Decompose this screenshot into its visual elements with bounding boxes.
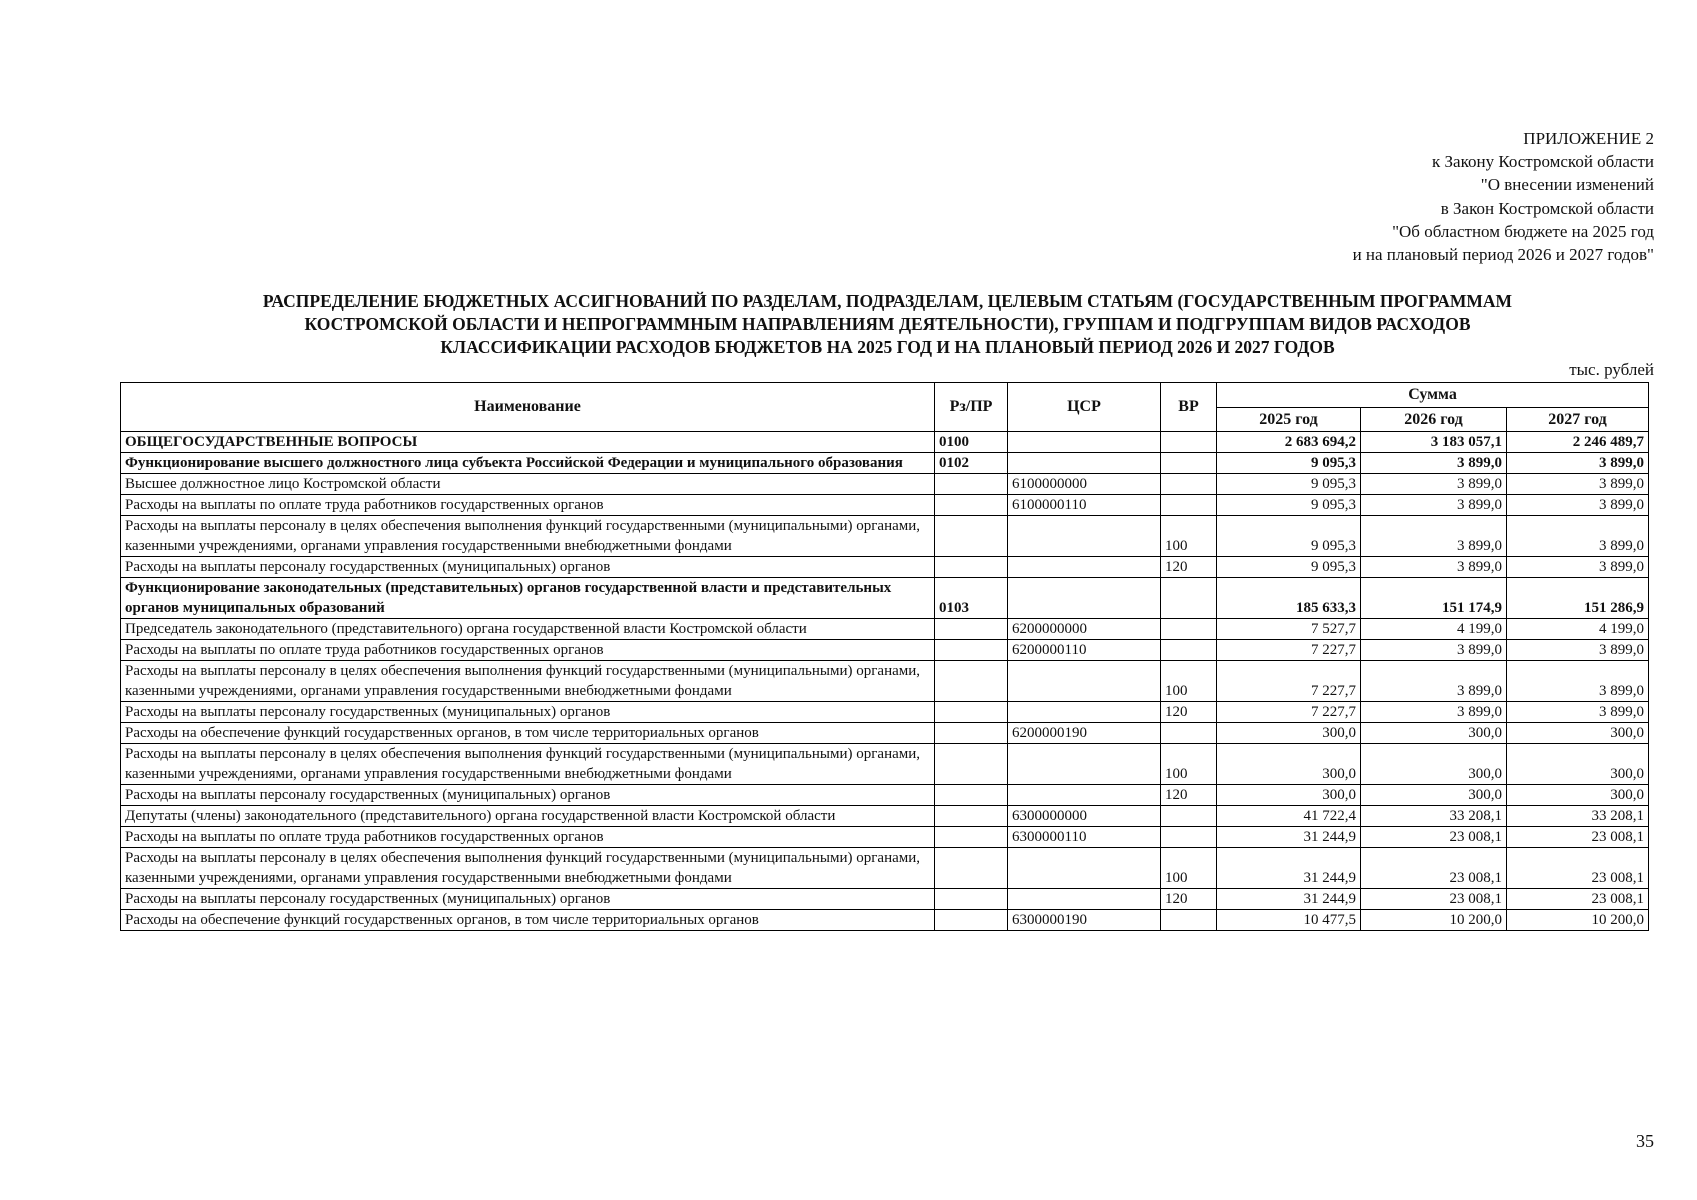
cell-2026: 3 899,0 bbox=[1361, 702, 1507, 723]
cell-2027: 23 008,1 bbox=[1507, 827, 1649, 848]
cell-csr bbox=[1008, 661, 1161, 702]
cell-vr bbox=[1161, 495, 1217, 516]
cell-rzpr bbox=[935, 495, 1008, 516]
units-label: тыс. рублей bbox=[1569, 360, 1654, 379]
cell-2025: 9 095,3 bbox=[1217, 557, 1361, 578]
table-row bbox=[121, 910, 1649, 931]
table-row bbox=[121, 640, 1649, 661]
cell-name: Расходы на выплаты по оплате труда работников государственных органов bbox=[121, 827, 935, 848]
cell-rzpr: 0100 bbox=[935, 432, 1008, 453]
cell-rzpr bbox=[935, 640, 1008, 661]
table-row bbox=[121, 578, 1649, 619]
table-row bbox=[121, 702, 1649, 723]
appendix-line: и на плановый период 2026 и 2027 годов" bbox=[1352, 245, 1654, 265]
cell-2026: 3 183 057,1 bbox=[1361, 432, 1507, 453]
header-2026: 2026 год bbox=[1361, 408, 1507, 432]
cell-2026: 3 899,0 bbox=[1361, 557, 1507, 578]
cell-csr: 6300000190 bbox=[1008, 910, 1161, 931]
table-row bbox=[121, 619, 1649, 640]
appendix-line: ПРИЛОЖЕНИЕ 2 bbox=[1523, 129, 1654, 148]
cell-csr: 6300000000 bbox=[1008, 806, 1161, 827]
cell-name: Расходы на обеспечение функций государственных органов, в том числе территориальных органов bbox=[121, 910, 935, 931]
cell-csr bbox=[1008, 848, 1161, 889]
cell-csr bbox=[1008, 432, 1161, 453]
header-csr: ЦСР bbox=[1008, 383, 1161, 432]
cell-vr: 100 bbox=[1161, 516, 1217, 557]
appendix-header bbox=[1353, 127, 1654, 266]
cell-name: Депутаты (члены) законодательного (представительного) органа государственной власти Костромской области bbox=[121, 806, 935, 827]
cell-name: Функционирование законодательных (представительных) органов государственной власти и представительных органов муниципальных образований bbox=[121, 578, 935, 619]
cell-name: Высшее должностное лицо Костромской области bbox=[121, 474, 935, 495]
cell-2025: 7 227,7 bbox=[1217, 661, 1361, 702]
cell-name: Расходы на выплаты персоналу в целях обеспечения выполнения функций государственными (муниципальными) органами, казенными учреждениями, органами управления государственными внебюджетными фондами bbox=[121, 516, 935, 557]
cell-2026: 33 208,1 bbox=[1361, 806, 1507, 827]
cell-2027: 33 208,1 bbox=[1507, 806, 1649, 827]
cell-2025: 31 244,9 bbox=[1217, 827, 1361, 848]
cell-csr: 6200000000 bbox=[1008, 619, 1161, 640]
cell-vr: 120 bbox=[1161, 557, 1217, 578]
cell-csr: 6200000190 bbox=[1008, 723, 1161, 744]
cell-csr: 6200000110 bbox=[1008, 640, 1161, 661]
cell-rzpr bbox=[935, 516, 1008, 557]
cell-csr bbox=[1008, 744, 1161, 785]
cell-2025: 9 095,3 bbox=[1217, 495, 1361, 516]
title-line: КЛАССИФИКАЦИИ РАСХОДОВ БЮДЖЕТОВ НА 2025 ГОД И НА ПЛАНОВЫЙ ПЕРИОД 2026 И 2027 ГОДОВ bbox=[440, 337, 1335, 357]
cell-rzpr bbox=[935, 910, 1008, 931]
cell-vr: 120 bbox=[1161, 702, 1217, 723]
cell-name: Расходы на выплаты по оплате труда работников государственных органов bbox=[121, 495, 935, 516]
cell-csr bbox=[1008, 889, 1161, 910]
cell-2025: 41 722,4 bbox=[1217, 806, 1361, 827]
cell-2026: 3 899,0 bbox=[1361, 453, 1507, 474]
table-row bbox=[121, 889, 1649, 910]
cell-2025: 300,0 bbox=[1217, 723, 1361, 744]
cell-2027: 23 008,1 bbox=[1507, 889, 1649, 910]
cell-name: ОБЩЕГОСУДАРСТВЕННЫЕ ВОПРОСЫ bbox=[121, 432, 935, 453]
cell-2026: 3 899,0 bbox=[1361, 516, 1507, 557]
cell-name: Расходы на выплаты персоналу в целях обеспечения выполнения функций государственными (муниципальными) органами, казенными учреждениями, органами управления государственными внебюджетными фондами bbox=[121, 744, 935, 785]
cell-2026: 3 899,0 bbox=[1361, 495, 1507, 516]
cell-2025: 9 095,3 bbox=[1217, 453, 1361, 474]
cell-csr: 6100000000 bbox=[1008, 474, 1161, 495]
cell-2025: 7 227,7 bbox=[1217, 702, 1361, 723]
cell-vr bbox=[1161, 827, 1217, 848]
cell-vr: 100 bbox=[1161, 661, 1217, 702]
cell-2027: 10 200,0 bbox=[1507, 910, 1649, 931]
cell-2026: 300,0 bbox=[1361, 785, 1507, 806]
appendix-line: в Закон Костромской области bbox=[1440, 198, 1654, 218]
cell-2027: 3 899,0 bbox=[1507, 640, 1649, 661]
header-name: Наименование bbox=[121, 383, 935, 432]
cell-2027: 3 899,0 bbox=[1507, 516, 1649, 557]
cell-name: Функционирование высшего должностного лица субъекта Российской Федерации и муниципального образования bbox=[121, 453, 935, 474]
cell-2025: 2 683 694,2 bbox=[1217, 432, 1361, 453]
cell-2027: 3 899,0 bbox=[1507, 661, 1649, 702]
table-body bbox=[121, 432, 1649, 931]
cell-csr: 6100000110 bbox=[1008, 495, 1161, 516]
cell-2026: 10 200,0 bbox=[1361, 910, 1507, 931]
table-row bbox=[121, 432, 1649, 453]
cell-2025: 9 095,3 bbox=[1217, 516, 1361, 557]
table-header bbox=[121, 383, 1649, 432]
cell-2025: 300,0 bbox=[1217, 785, 1361, 806]
cell-2026: 300,0 bbox=[1361, 744, 1507, 785]
table-row bbox=[121, 827, 1649, 848]
cell-vr bbox=[1161, 640, 1217, 661]
table-row bbox=[121, 785, 1649, 806]
table-row bbox=[121, 848, 1649, 889]
cell-name: Расходы на обеспечение функций государственных органов, в том числе территориальных органов bbox=[121, 723, 935, 744]
cell-name: Расходы на выплаты персоналу государственных (муниципальных) органов bbox=[121, 889, 935, 910]
cell-2025: 9 095,3 bbox=[1217, 474, 1361, 495]
title-line: РАСПРЕДЕЛЕНИЕ БЮДЖЕТНЫХ АССИГНОВАНИЙ ПО РАЗДЕЛАМ, ПОДРАЗДЕЛАМ, ЦЕЛЕВЫМ СТАТЬЯМ (ГОСУДАРСТВЕННЫМ ПРОГРАММАМ bbox=[262, 291, 1513, 311]
cell-name: Расходы на выплаты персоналу государственных (муниципальных) органов bbox=[121, 702, 935, 723]
cell-2027: 151 286,9 bbox=[1507, 578, 1649, 619]
cell-csr bbox=[1008, 702, 1161, 723]
cell-2026: 151 174,9 bbox=[1361, 578, 1507, 619]
cell-2025: 31 244,9 bbox=[1217, 848, 1361, 889]
appendix-line: "Об областном бюджете на 2025 год bbox=[1392, 221, 1654, 241]
header-rzpr: Рз/ПР bbox=[935, 383, 1008, 432]
cell-2027: 3 899,0 bbox=[1507, 495, 1649, 516]
cell-rzpr bbox=[935, 848, 1008, 889]
cell-2026: 23 008,1 bbox=[1361, 889, 1507, 910]
cell-name: Председатель законодательного (представительного) органа государственной власти Костромской области bbox=[121, 619, 935, 640]
cell-2026: 4 199,0 bbox=[1361, 619, 1507, 640]
cell-2027: 300,0 bbox=[1507, 723, 1649, 744]
cell-csr bbox=[1008, 557, 1161, 578]
cell-vr: 100 bbox=[1161, 744, 1217, 785]
table-row bbox=[121, 557, 1649, 578]
cell-2025: 31 244,9 bbox=[1217, 889, 1361, 910]
cell-2026: 23 008,1 bbox=[1361, 827, 1507, 848]
cell-2025: 10 477,5 bbox=[1217, 910, 1361, 931]
cell-rzpr bbox=[935, 785, 1008, 806]
cell-vr bbox=[1161, 474, 1217, 495]
cell-vr: 120 bbox=[1161, 889, 1217, 910]
cell-rzpr bbox=[935, 723, 1008, 744]
table-row bbox=[121, 661, 1649, 702]
table-row bbox=[121, 516, 1649, 557]
cell-rzpr bbox=[935, 557, 1008, 578]
cell-rzpr bbox=[935, 806, 1008, 827]
cell-name: Расходы на выплаты персоналу в целях обеспечения выполнения функций государственными (муниципальными) органами, казенными учреждениями, органами управления государственными внебюджетными фондами bbox=[121, 661, 935, 702]
budget-table bbox=[120, 382, 1649, 931]
cell-vr bbox=[1161, 432, 1217, 453]
cell-csr bbox=[1008, 578, 1161, 619]
cell-2026: 3 899,0 bbox=[1361, 474, 1507, 495]
cell-2025: 7 527,7 bbox=[1217, 619, 1361, 640]
cell-rzpr bbox=[935, 474, 1008, 495]
table-row bbox=[121, 474, 1649, 495]
header-2025: 2025 год bbox=[1217, 408, 1361, 432]
cell-rzpr bbox=[935, 702, 1008, 723]
cell-vr bbox=[1161, 910, 1217, 931]
cell-rzpr bbox=[935, 619, 1008, 640]
cell-rzpr bbox=[935, 744, 1008, 785]
cell-vr bbox=[1161, 453, 1217, 474]
document-title bbox=[110, 290, 1665, 359]
header-vr: ВР bbox=[1161, 383, 1217, 432]
page-number: 35 bbox=[1636, 1131, 1654, 1151]
cell-name: Расходы на выплаты персоналу государственных (муниципальных) органов bbox=[121, 557, 935, 578]
appendix-line: к Закону Костромской области bbox=[1432, 152, 1654, 172]
cell-2027: 3 899,0 bbox=[1507, 474, 1649, 495]
cell-vr: 100 bbox=[1161, 848, 1217, 889]
cell-2025: 185 633,3 bbox=[1217, 578, 1361, 619]
cell-2027: 300,0 bbox=[1507, 785, 1649, 806]
cell-rzpr: 0103 bbox=[935, 578, 1008, 619]
table-row bbox=[121, 723, 1649, 744]
cell-2027: 3 899,0 bbox=[1507, 557, 1649, 578]
cell-2027: 2 246 489,7 bbox=[1507, 432, 1649, 453]
cell-csr bbox=[1008, 785, 1161, 806]
cell-csr bbox=[1008, 453, 1161, 474]
cell-name: Расходы на выплаты персоналу в целях обеспечения выполнения функций государственными (муниципальными) органами, казенными учреждениями, органами управления государственными внебюджетными фондами bbox=[121, 848, 935, 889]
header-2027: 2027 год bbox=[1507, 408, 1649, 432]
cell-2027: 23 008,1 bbox=[1507, 848, 1649, 889]
cell-vr: 120 bbox=[1161, 785, 1217, 806]
cell-2026: 3 899,0 bbox=[1361, 640, 1507, 661]
cell-2027: 3 899,0 bbox=[1507, 702, 1649, 723]
cell-rzpr bbox=[935, 661, 1008, 702]
table-row bbox=[121, 495, 1649, 516]
cell-2026: 3 899,0 bbox=[1361, 661, 1507, 702]
cell-2027: 3 899,0 bbox=[1507, 453, 1649, 474]
cell-name: Расходы на выплаты персоналу государственных (муниципальных) органов bbox=[121, 785, 935, 806]
appendix-line: "О внесении изменений bbox=[1480, 175, 1654, 195]
table-row bbox=[121, 453, 1649, 474]
table-row bbox=[121, 744, 1649, 785]
header-sum: Сумма bbox=[1217, 383, 1649, 408]
cell-2027: 300,0 bbox=[1507, 744, 1649, 785]
cell-name: Расходы на выплаты по оплате труда работников государственных органов bbox=[121, 640, 935, 661]
title-line: КОСТРОМСКОЙ ОБЛАСТИ И НЕПРОГРАММНЫМ НАПРАВЛЕНИЯМ ДЕЯТЕЛЬНОСТИ), ГРУППАМ И ПОДГРУППАМ ВИДОВ РАСХОДОВ bbox=[304, 314, 1471, 334]
cell-vr bbox=[1161, 806, 1217, 827]
cell-2026: 300,0 bbox=[1361, 723, 1507, 744]
cell-vr bbox=[1161, 723, 1217, 744]
cell-vr bbox=[1161, 578, 1217, 619]
cell-2027: 4 199,0 bbox=[1507, 619, 1649, 640]
cell-csr bbox=[1008, 516, 1161, 557]
cell-2026: 23 008,1 bbox=[1361, 848, 1507, 889]
cell-2025: 7 227,7 bbox=[1217, 640, 1361, 661]
cell-vr bbox=[1161, 619, 1217, 640]
table-row bbox=[121, 806, 1649, 827]
cell-rzpr: 0102 bbox=[935, 453, 1008, 474]
cell-csr: 6300000110 bbox=[1008, 827, 1161, 848]
cell-rzpr bbox=[935, 889, 1008, 910]
cell-2025: 300,0 bbox=[1217, 744, 1361, 785]
cell-rzpr bbox=[935, 827, 1008, 848]
